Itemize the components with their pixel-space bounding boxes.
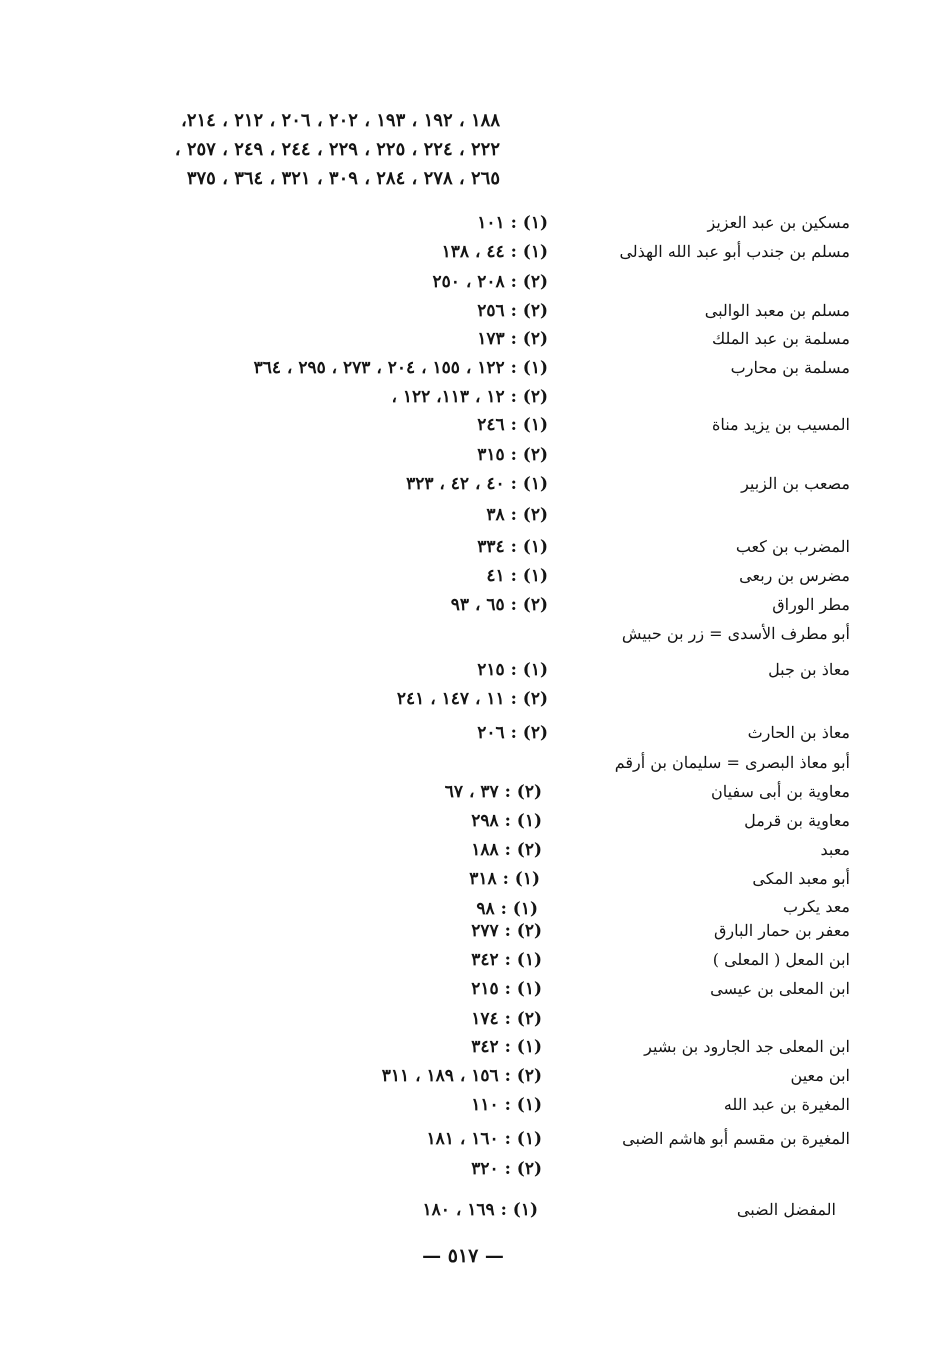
entry-name: أبو مطرف الأسدى = زر بن حبيش [621,624,850,643]
entry-name: أبو معبد المكى [752,869,850,888]
entry-ref: (٢) : ١٥٦ ، ١٨٩ ، ٣١١ [381,1066,542,1086]
entry-ref: (٢) : ١٨٨ [471,840,542,860]
entry-name: معاذ بن الحارث [747,723,850,742]
entry-ref: (١) : ١٠١ [477,213,548,233]
entry-ref: (١) : ١١٠ [471,1095,542,1115]
entry-ref: (١) : ٢٤٦ [477,415,548,435]
entry-name: المغيرة بن عبد الله [723,1095,850,1114]
entry-ref: (١) : ٢٩٨ [471,811,542,831]
entry-ref: (٢) : ٢٥٦ [477,301,548,321]
entry-ref: (١) : ١٢٢ ، ١٥٥ ، ٢٠٤ ، ٢٧٣ ، ٢٩٥ ، ٣٦٤ [253,358,548,378]
entry-name: مصعب بن الزبير [741,474,850,493]
entry-name: مطر الوراق [772,595,850,614]
entry-name: مسلمة بن عبد الملك [712,329,850,348]
entry-name: المسيب بن يزيد مناة [711,415,850,434]
entry-ref: (١) : ٣٣٤ [477,537,548,557]
entry-ref: (٢) : ٦٥ ، ٩٣ [450,595,548,615]
entry-ref: (١) : ١٦٩ ، ١٨٠ [422,1200,538,1220]
entry-ref: (٢) : ٣٧ ، ٦٧ [444,782,542,802]
entry-ref: (١) : ٤٤ ، ١٣٨ [441,242,548,262]
entry-name: معاوية بن قرمل [744,811,850,830]
entry-ref: (٢) : ٣٨ [486,505,548,525]
entry-ref: (٢) : ١٧٤ [471,1009,542,1029]
entry-name: معد يكرب [783,897,850,916]
entry-ref: (٢) : ١٧٣ [477,329,548,349]
entry-ref: (١) : ٢١٥ [471,979,542,999]
page-number: — ٥١٧ — [422,1245,504,1267]
entry-ref: (٢) : ٢٧٧ [471,921,542,941]
entry-name: ابن المعل ( المعلى ) [712,950,850,969]
entry-ref: (١) : ٩٨ [476,899,538,919]
entry-ref: (٢) : ٢٠٦ [477,723,548,743]
entry-ref: (٢) : ١٢ ، ١١٣، ١٢٢ ، [391,387,548,407]
entry-name: معفر بن حمار البارق [713,921,850,940]
entry-ref: (٢) : ٢٠٨ ، ٢٥٠ [432,272,548,292]
entry-ref: (١) : ٣٤٢ [471,950,542,970]
entry-name: المغيرة بن مقسم أبو هاشم الضبى [622,1129,850,1148]
continuation-line: ٢٦٥ ، ٢٧٨ ، ٢٨٤ ، ٣٠٩ ، ٣٢١ ، ٣٦٤ ، ٣٧٥ [186,168,500,189]
entry-ref: (١) : ٣١٨ [469,869,540,889]
entry-ref: (١) : ٢١٥ [477,660,548,680]
entry-name: معاوية بن أبى سفيان [711,782,850,801]
entry-name: ابن المعلى جد الجارود بن بشير [644,1037,850,1056]
entry-ref: (١) : ٤١ [486,566,548,586]
entry-name: المفضل الضبى [736,1200,836,1219]
entry-name: ابن معين [790,1066,850,1085]
entry-name: معاذ بن جبل [768,660,850,679]
entry-ref: (١) : ٣٤٢ [471,1037,542,1057]
continuation-line: ٢٢٢ ، ٢٢٤ ، ٢٢٥ ، ٢٢٩ ، ٢٤٤ ، ٢٤٩ ، ٢٥٧ ، [174,139,500,160]
entry-name: ابن المعلى بن عيسى [710,979,850,998]
entry-ref: (٢) : ٣١٥ [477,445,548,465]
entry-name: معبد [820,840,850,859]
entry-name: مسلمة بن محارب [730,358,850,377]
entry-ref: (١) : ١٦٠ ، ١٨١ [426,1129,542,1149]
entry-ref: (١) : ٤٠ ، ٤٢ ، ٣٢٣ [406,474,548,494]
entry-name: مسلم بن جندب أبو عبد الله الهذلى [619,242,850,261]
entry-name: أبو معاذ البصرى = سليمان بن أرقم [614,753,850,772]
entry-ref: (٢) : ١١ ، ١٤٧ ، ٢٤١ [396,689,548,709]
entry-name: مسلم بن معبد الوالبى [704,301,850,320]
entry-name: المضرب بن كعب [735,537,850,556]
entry-name: مسكين بن عبد العزيز [707,213,850,232]
entry-name: مضرس بن ربعى [739,566,850,585]
entry-ref: (٢) : ٣٢٠ [471,1159,542,1179]
continuation-line: ١٨٨ ، ١٩٢ ، ١٩٣ ، ٢٠٢ ، ٢٠٦ ، ٢١٢ ، ٢١٤، [181,110,500,131]
